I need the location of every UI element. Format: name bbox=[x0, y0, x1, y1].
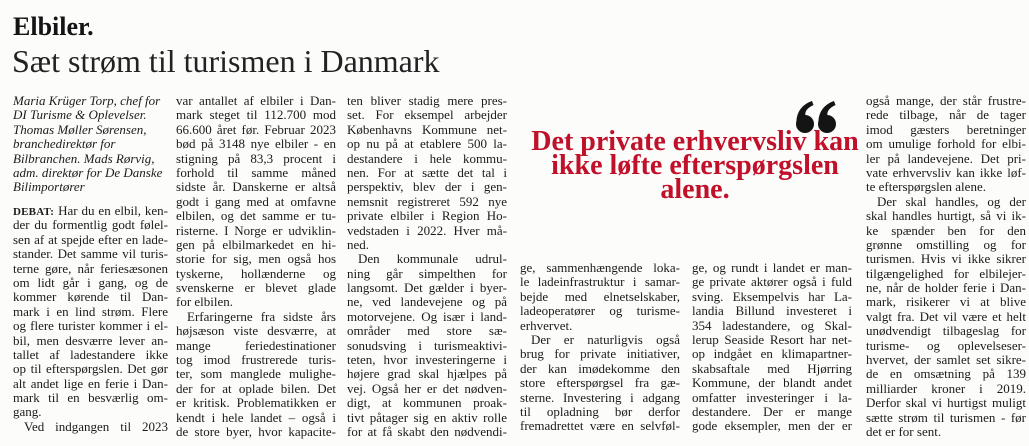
text-line: Derfor skal vi hurtigst muligt bbox=[866, 395, 1026, 411]
text-line: skal handles hurtigt, så vi ik- bbox=[866, 208, 1026, 224]
text-line: stander. Det samme vil turis- bbox=[13, 246, 168, 262]
text-line: skabsaftale med Hjørring bbox=[692, 360, 852, 376]
text-line: mange feriedestinationer bbox=[176, 337, 336, 353]
text-line: terne gøre, når feriesæsonen bbox=[13, 260, 168, 276]
text-line: højere grad skal hjælpes på bbox=[347, 366, 507, 382]
text-line: hvervet, der samlet set sikre- bbox=[866, 352, 1026, 368]
text-line: for elbilen. bbox=[176, 294, 234, 310]
pull-quote bbox=[520, 126, 870, 205]
text-line: omfatter investeringer i la- bbox=[692, 389, 852, 405]
pull-quote-line: alene. bbox=[660, 174, 730, 205]
text-line: milliarder kroner i 2019. bbox=[866, 380, 1026, 396]
text-line: storie for sig, men også hos bbox=[176, 251, 336, 267]
text-line: til opladning bør derfor bbox=[520, 403, 680, 419]
text-line: Den kommunale udrul- bbox=[358, 251, 507, 267]
text-column-5 bbox=[692, 261, 852, 434]
text-line: ter, som manglede mulighe- bbox=[176, 366, 336, 382]
text-line: vej. Også her er det nødven- bbox=[347, 380, 507, 396]
text-line: lerup Seaside Resort har net- bbox=[692, 331, 852, 347]
text-line: digt, at kommunen proak- bbox=[347, 395, 507, 411]
text-line: gen på elbilmarkedet en hi- bbox=[176, 236, 336, 252]
text-line: elbilen, og det samme er tu- bbox=[176, 208, 336, 224]
text-line: der du formentlig godt følel- bbox=[13, 217, 168, 233]
text-line: områder med store sæ- bbox=[347, 323, 507, 339]
text-line: der for at oplade bilen. Det bbox=[176, 380, 336, 396]
text-line: stigning på 83,3 procent i bbox=[176, 150, 336, 166]
text-line: ladeoperatører og turisme- bbox=[520, 303, 680, 319]
text-line: forhold til samme måned bbox=[176, 164, 336, 180]
text-line: destandere. Der er mange bbox=[692, 403, 852, 419]
text-line: Der skal handles, og der bbox=[877, 193, 1026, 209]
text-line: valgt fra. Det vil være et helt bbox=[866, 308, 1026, 324]
byline-line: DI Turisme & Oplevelser. bbox=[13, 107, 147, 123]
text-line: nemsnit registreret 592 nye bbox=[347, 193, 507, 209]
text-line: gode eksempler, men der er bbox=[692, 418, 852, 434]
text-line: ning går simpelthen for bbox=[347, 265, 507, 281]
byline-line: Bilbranchen. Mads Rørvig, bbox=[13, 150, 155, 166]
byline-line: branchedirektør for bbox=[13, 136, 116, 152]
text-line: grønne omstilling og for bbox=[866, 236, 1026, 252]
text-column-4 bbox=[520, 261, 680, 434]
text-line: ge, og rundt i landet er man- bbox=[692, 260, 852, 275]
text-line: der kan imødekomme den bbox=[520, 360, 680, 376]
text-line: var antallet af elbiler i Dan- bbox=[176, 93, 336, 108]
text-line: op nu på at etablere 500 la- bbox=[347, 136, 507, 152]
text-column-2 bbox=[176, 94, 336, 439]
text-line: op indgået en klimapartner- bbox=[692, 346, 852, 362]
text-line: teten, hvor investeringerne i bbox=[347, 352, 507, 368]
text-line: erhvervet. bbox=[520, 317, 573, 333]
text-line bbox=[13, 204, 168, 218]
text-line: sen af at spejde efter en lade- bbox=[13, 231, 168, 247]
text-line: nen. For at sætte det tal i bbox=[347, 164, 507, 180]
text-line: mark steget til 112.700 mod bbox=[176, 107, 336, 123]
text-line: Erfaringerne fra sidste års bbox=[187, 308, 336, 324]
text-column-3 bbox=[347, 94, 507, 439]
text-line: gang. bbox=[13, 404, 42, 420]
text-line: vate erhvervsliv kan ikke løf- bbox=[866, 164, 1026, 180]
text-line: 354 ladestandere, og Skal- bbox=[692, 317, 852, 333]
text-line: 66.600 året før. Februar 2023 bbox=[176, 121, 336, 137]
headline: Sæt strøm til turismen i Danmark bbox=[12, 43, 440, 79]
text-line: tilgængelighed for elbilejer- bbox=[866, 265, 1026, 281]
text-line: set. For eksempel arbejder bbox=[347, 107, 507, 123]
byline-line: adm. direktør for De Danske bbox=[13, 164, 163, 180]
text-line: er kritisk. Problematikken er bbox=[176, 395, 336, 411]
text-column-1 bbox=[13, 204, 168, 434]
text-line: Der er naturligvis også bbox=[531, 331, 680, 347]
byline-line: Bilimportører bbox=[13, 179, 85, 195]
text-line: det er for sent. bbox=[866, 423, 942, 439]
text-line: tyskerne, hollænderne og bbox=[176, 265, 336, 281]
text-line: de store byer, hvor kapacite- bbox=[176, 423, 336, 439]
text-line: højsæson viste desværre, at bbox=[176, 323, 336, 339]
text-line: alt andet lige en ferie i Dan- bbox=[13, 375, 168, 391]
text-line: destandere i hele kommu- bbox=[347, 150, 507, 166]
text-line: vedstaden i 2022. Hver må- bbox=[347, 222, 507, 238]
text-line: risterne. I Norge er udviklin- bbox=[176, 222, 336, 238]
text-line: Kommune, der blandt andet bbox=[692, 375, 852, 391]
text-line: for at få skabt den nødvendi- bbox=[347, 423, 507, 439]
text-line: sving. Eksempelvis har La- bbox=[692, 288, 852, 304]
text-line: tog imod frustrerede turis- bbox=[176, 352, 336, 368]
text-line: ge private aktører også i fuld bbox=[692, 274, 852, 290]
text-line: om lidt går i gang, og de bbox=[13, 274, 168, 290]
text-line: tallet af ladestandere ikke bbox=[13, 346, 168, 362]
text-line: sonudsving i turismeaktivi- bbox=[347, 337, 507, 353]
text-line: om umulige forhold for elbi- bbox=[866, 136, 1026, 152]
text-line: kommer kørende til Dan- bbox=[13, 289, 168, 305]
text-line: ten bliver stadig mere pres- bbox=[347, 93, 507, 108]
text-line: fremadrettet være en selvføl- bbox=[520, 418, 680, 434]
section-kicker: Elbiler. bbox=[13, 12, 94, 41]
text-column-6 bbox=[866, 94, 1026, 439]
text-line: le ladeinfrastruktur i samar- bbox=[520, 274, 680, 290]
text-line: også mange, der står frustre- bbox=[866, 93, 1026, 108]
text-line: sætte strøm til turismen - før bbox=[866, 409, 1026, 425]
text-line: bil, men desværre lever an- bbox=[13, 332, 168, 348]
pull-quote-line: ikke løfte efterspørgslen bbox=[551, 150, 839, 181]
text-line: te efterspørgslen alene. bbox=[866, 179, 986, 195]
text-line: sterne. Investering i adgang bbox=[520, 389, 680, 405]
text-line: langsomt. Det gælder i byer- bbox=[347, 280, 507, 296]
text-line: turismen. Hvis vi ikke sikrer bbox=[866, 251, 1026, 267]
text-line: godt i gang med at omfavne bbox=[176, 193, 336, 209]
byline-line: Maria Krüger Torp, chef for bbox=[13, 93, 161, 108]
text-line: bød på 3148 nye elbiler - en bbox=[176, 136, 336, 152]
text-line: ke spænder ben for den bbox=[866, 222, 1026, 238]
text-line: motorvejene. Og især i land- bbox=[347, 308, 507, 324]
byline-line: Thomas Møller Sørensen, bbox=[13, 121, 147, 137]
text-line: private elbiler i Region Ho- bbox=[347, 208, 507, 224]
text-line: mark, risikerer vi at blive bbox=[866, 294, 1026, 310]
text-line: mark til en besværlig om- bbox=[13, 390, 168, 406]
text-line-run: Har du en elbil, ken- bbox=[58, 203, 169, 218]
text-line: ne, når de holder ferie i Dan- bbox=[866, 280, 1026, 296]
text-line: de en omsætning på 139 bbox=[866, 366, 1026, 382]
lead-label: DEBAT: bbox=[13, 206, 55, 218]
text-line: store efterspørgsel fra gæ- bbox=[520, 375, 680, 391]
text-line: ned. bbox=[347, 236, 370, 252]
text-line: op til efterspørgslen. Det gør bbox=[13, 361, 168, 377]
text-line: mark i en lind strøm. Flere bbox=[13, 303, 168, 319]
text-line: landia Billund investeret i bbox=[692, 303, 852, 319]
text-line: unødvendigt tilbageslag for bbox=[866, 323, 1026, 339]
text-line: sidste år. Danskerne er altså bbox=[176, 179, 336, 195]
text-line: kendt i hele landet – også i bbox=[176, 409, 336, 425]
text-line: Ved indgangen til 2023 bbox=[24, 418, 168, 434]
text-line: perspektiv, blev der i gen- bbox=[347, 179, 507, 195]
text-line: tivt påtager sig en aktiv rolle bbox=[347, 409, 507, 425]
text-line: Københavns Kommune net- bbox=[347, 121, 507, 137]
text-line: ne, ved landevejene og på bbox=[347, 294, 507, 310]
text-line: brug for private initiativer, bbox=[520, 346, 680, 362]
text-line: ler på landevejene. Det pri- bbox=[866, 150, 1026, 166]
text-line: svenskerne er blevet glade bbox=[176, 280, 336, 296]
pull-quote-line: Det private erhvervsliv kan bbox=[531, 126, 859, 157]
text-line: imod gæsters beretninger bbox=[866, 121, 1026, 137]
text-line: turisme- og oplevelseser- bbox=[866, 337, 1026, 353]
byline bbox=[13, 94, 170, 195]
text-line: og flere turister kommer i el- bbox=[13, 318, 168, 334]
text-line: ge, sammenhængende loka- bbox=[520, 260, 680, 275]
text-line: rede tilbage, når de tager bbox=[866, 107, 1026, 123]
text-line: bejde med elnetselskaber, bbox=[520, 288, 680, 304]
